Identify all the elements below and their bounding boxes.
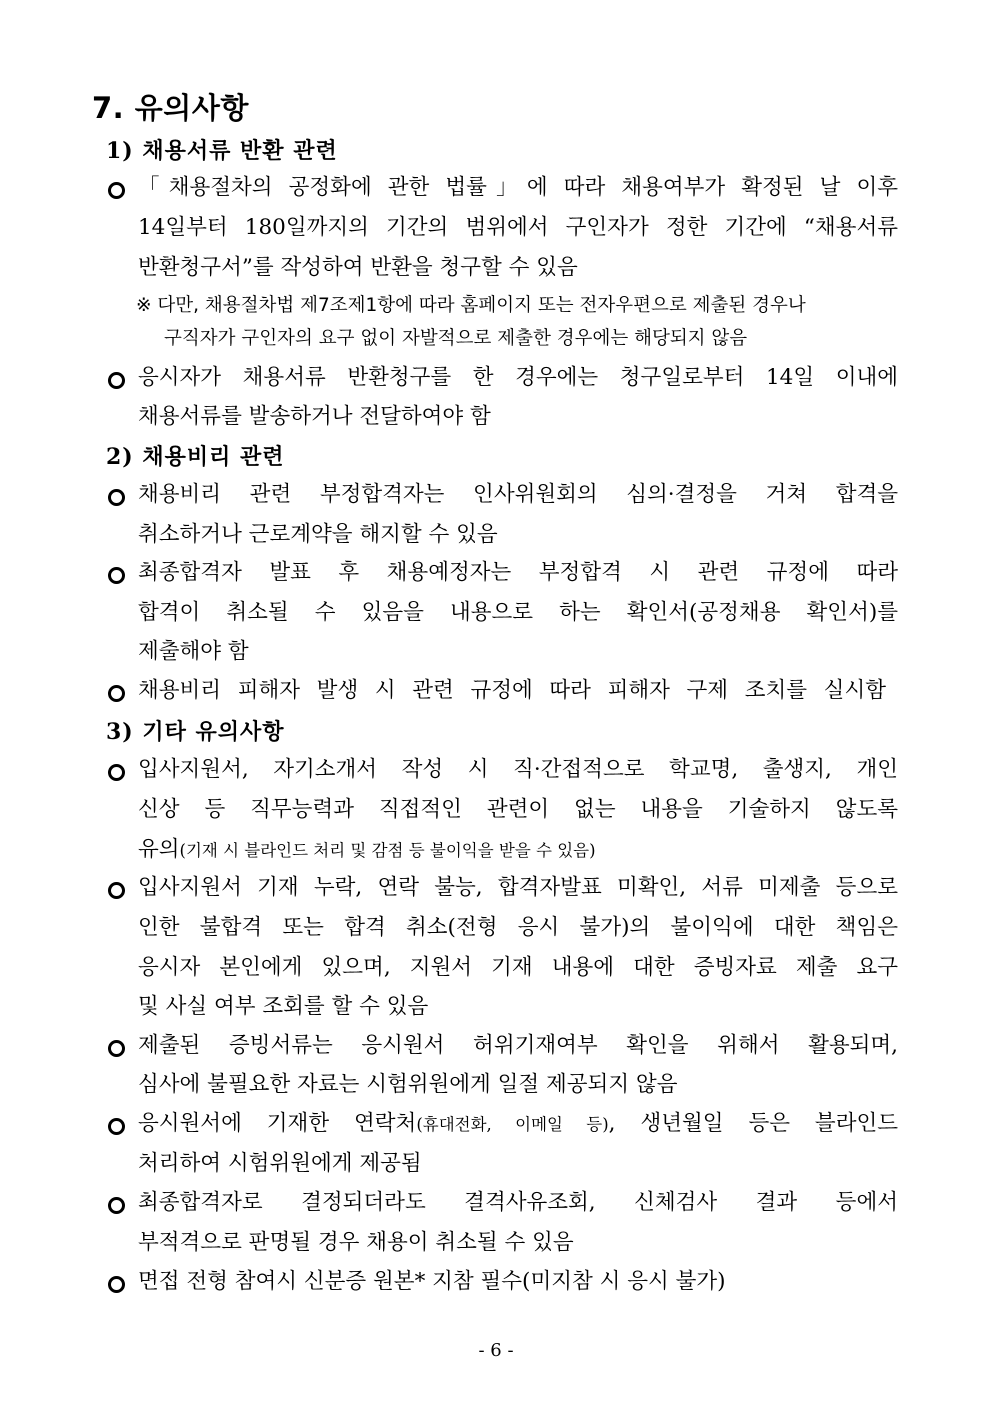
body-line: 응시자가 채용서류 반환청구를 한 경우에는 청구일로부터 14일 이내에 — [138, 365, 898, 390]
body-text: , 생년월일 등은 블라인드 — [608, 1111, 899, 1136]
body-line: 신상 등 직무능력과 직접적인 관련이 없는 내용을 기술하지 않도록 — [138, 797, 898, 822]
circle-bullet-icon — [106, 487, 126, 507]
parenthetical-note: (기재 시 블라인드 처리 및 감점 등 불이익을 받을 수 있음) — [179, 841, 596, 860]
body-line: 입사지원서, 자기소개서 작성 시 직·간접적으로 학교명, 출생지, 개인 — [138, 757, 898, 782]
body-line: 제출된 증빙서류는 응시원서 허위기재여부 확인을 위해서 활용되며, — [138, 1033, 898, 1058]
circle-bullet-icon — [106, 762, 126, 782]
note-line: 구직자가 구인자의 요구 없이 자발적으로 제출한 경우에는 해당되지 않음 — [164, 328, 748, 349]
note-line: ※ 다만, 채용절차법 제7조제1항에 따라 홈페이지 또는 전자우편으로 제출된 경우나 — [136, 295, 806, 316]
body-line: 부적격으로 판명될 경우 채용이 취소될 수 있음 — [138, 1230, 574, 1255]
section-title: 7. 유의사항 — [92, 91, 249, 125]
circle-bullet-icon — [106, 1274, 126, 1294]
body-line: 합격이 취소될 수 있음을 내용으로 하는 확인서(공정채용 확인서)를 — [138, 600, 898, 625]
body-line: 인한 불합격 또는 합격 취소(전형 응시 불가)의 불이익에 대한 책임은 — [138, 915, 898, 940]
circle-bullet-icon — [106, 1195, 126, 1215]
body-line: 입사지원서 기재 누락, 연락 불능, 합격자발표 미확인, 서류 미제출 등으로 — [138, 875, 898, 900]
body-text: 응시원서에 기재한 연락처 — [138, 1111, 417, 1136]
circle-bullet-icon — [106, 370, 126, 390]
body-text: 유의 — [138, 837, 180, 862]
body-line: 반환청구서”를 작성하여 반환을 청구할 수 있음 — [138, 255, 578, 280]
circle-bullet-icon — [106, 880, 126, 900]
circle-bullet-icon — [106, 180, 126, 200]
body-line: 면접 전형 참여시 신분증 원본* 지참 필수(미지참 시 응시 불가) — [138, 1269, 726, 1294]
body-line: 채용서류를 발송하거나 전달하여야 함 — [138, 404, 491, 429]
body-line: 최종합격자로 결정되더라도 결격사유조회, 신체검사 결과 등에서 — [138, 1190, 898, 1215]
parenthetical-note: (휴대전화, 이메일 등) — [416, 1115, 609, 1134]
body-line: 심사에 불필요한 자료는 시험위원에게 일절 제공되지 않음 — [138, 1072, 678, 1097]
body-line: 「채용절차의 공정화에 관한 법률」에 따라 채용여부가 확정된 날 이후 — [138, 175, 898, 200]
body-line: 14일부터 180일까지의 기간의 범위에서 구인자가 정한 기간에 “채용서류 — [138, 215, 898, 240]
circle-bullet-icon — [106, 565, 126, 585]
circle-bullet-icon — [106, 1116, 126, 1136]
body-line: 응시자 본인에게 있으며, 지원서 기재 내용에 대한 증빙자료 제출 요구 — [138, 955, 898, 980]
page-number: - 6 - — [478, 1340, 514, 1361]
circle-bullet-icon — [106, 1038, 126, 1058]
body-line: 채용비리 피해자 발생 시 관련 규정에 따라 피해자 구제 조치를 실시함 — [138, 678, 886, 703]
body-line: 채용비리 관련 부정합격자는 인사위원회의 심의·결정을 거쳐 합격을 — [138, 482, 898, 507]
body-line: 처리하여 시험위원에게 제공됨 — [138, 1151, 422, 1176]
subsection-heading-3: 3) 기타 유의사항 — [106, 719, 285, 745]
body-line: 최종합격자 발표 후 채용예정자는 부정합격 시 관련 규정에 따라 — [138, 560, 898, 585]
circle-bullet-icon — [106, 683, 126, 703]
body-line: 및 사실 여부 조회를 할 수 있음 — [138, 994, 429, 1019]
body-line — [138, 835, 898, 865]
body-line — [138, 1109, 898, 1139]
body-line: 취소하거나 근로계약을 해지할 수 있음 — [138, 522, 498, 547]
subsection-heading-2: 2) 채용비리 관련 — [106, 444, 285, 470]
subsection-heading-1: 1) 채용서류 반환 관련 — [106, 138, 338, 164]
body-line: 제출해야 함 — [138, 639, 249, 664]
